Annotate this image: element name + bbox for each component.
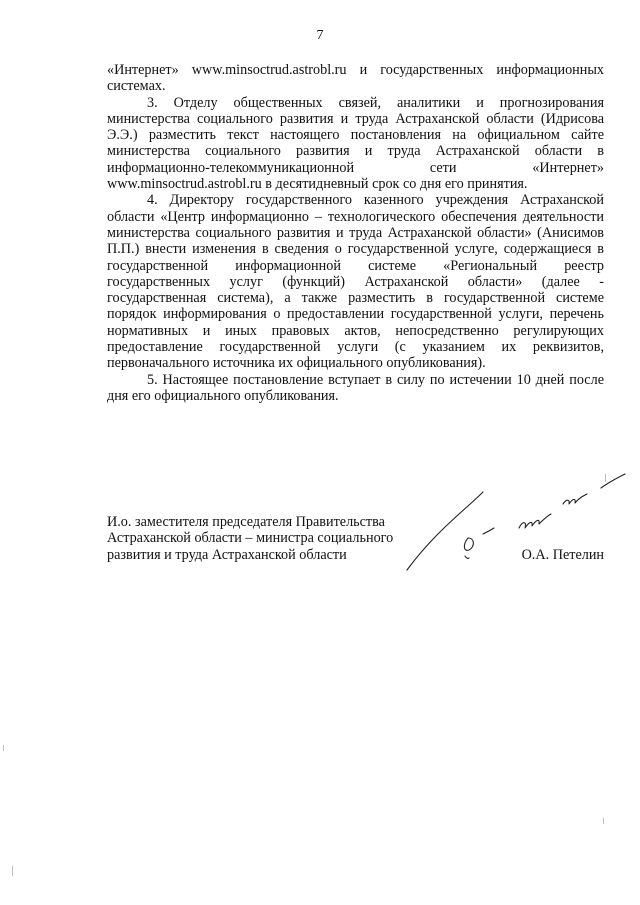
paragraph-item-3: 3. Отделу общественных связей, аналитики и прогнозирования министерства социального развития и труда Астраханской области (Идрисова Э.Э.) разместить текст настоящего постановления на официальном сайте министерства социального развития и труда Астраханской области в информационно-телекоммуникационной сети «Интернет» www.minsoctrud.astrobl.ru в десятидневный срок со дня его принятия. <box>107 94 604 193</box>
scan-mark <box>603 818 604 824</box>
scan-mark <box>12 866 13 876</box>
handwritten-signature <box>395 470 630 580</box>
signatory-position-line: И.о. заместителя председателя Правительства <box>107 514 385 530</box>
scan-mark <box>3 745 4 751</box>
signatory-position-line: развития и труда Астраханской области <box>107 546 347 563</box>
paragraph-continuation: «Интернет» www.minsoctrud.astrobl.ru и государственных информационных системах. <box>107 62 604 95</box>
scan-mark <box>605 474 606 482</box>
page-number: 7 <box>316 28 324 43</box>
paragraph-item-4: 4. Директору государственного казенного учреждения Астраханской области «Центр информационно – технологического обеспечения деятельности министерства социального развития и труда Астраханской области» (Анисимов П.П.) внести изменения в сведения о государственной услуге, содержащиеся в государственной информационной системе «Региональный реестр государственных услуг (функций) Астраханской области» (далее - государственная система), а также разместить в государственной системе порядок информирования о предоставлении государственной услуги, перечень нормативных и иных правовых актов, непосредственно регулирующих предоставление государственной услуги (с указанием их реквизитов, первоначального источника их официального опубликования). <box>107 192 604 372</box>
paragraph-item-5: 5. Настоящее постановление вступает в силу по истечении 10 дней после дня его официального опубликования. <box>107 371 604 404</box>
signatory-position <box>107 514 437 563</box>
signatory-position-line: Астраханской области – министра социального <box>107 530 394 547</box>
signatory-name: О.А. Петелин <box>521 546 604 563</box>
body-text <box>107 62 604 404</box>
